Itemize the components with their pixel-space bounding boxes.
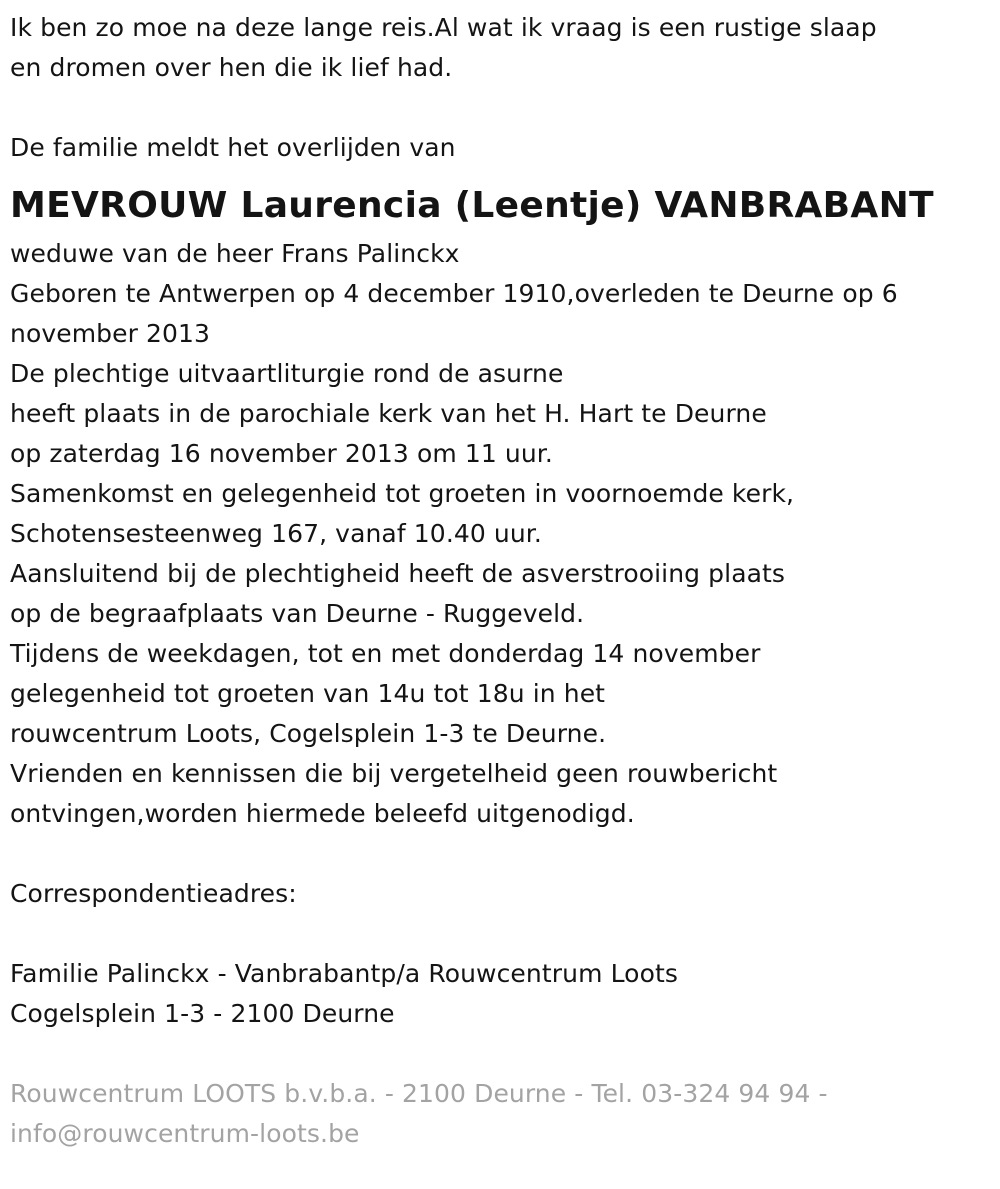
footer-email: info@rouwcentrum-loots.be	[10, 1119, 360, 1148]
footer	[10, 1074, 1000, 1154]
detail-line: op zaterdag 16 november 2013 om 11 uur.	[10, 439, 553, 468]
detail-line: november 2013	[10, 319, 211, 348]
intro-section	[10, 8, 1000, 168]
detail-line: op de begraafplaats van Deurne - Ruggeveld.	[10, 599, 585, 628]
detail-line: De plechtige uitvaartliturgie rond de asurne	[10, 359, 564, 388]
verse-line: Ik ben zo moe na deze lange reis.Al wat ik vraag is een rustige slaap	[10, 13, 877, 42]
detail-line: Tijdens de weekdagen, tot en met donderdag 14 november	[10, 639, 761, 668]
detail-line: Geboren te Antwerpen op 4 december 1910,overleden te Deurne op 6	[10, 279, 898, 308]
deceased-name: MEVROUW Laurencia (Leentje) VANBRABANT	[10, 185, 934, 226]
verse-line: en dromen over hen die ik lief had.	[10, 53, 453, 82]
detail-line: Vrienden en kennissen die bij vergetelheid geen rouwbericht	[10, 759, 778, 788]
correspondence-address: Familie Palinckx - Vanbrabantp/a Rouwcentrum Loots	[10, 959, 678, 988]
detail-line: ontvingen,worden hiermede beleefd uitgenodigd.	[10, 799, 635, 828]
spacer	[10, 834, 1000, 874]
announcement-text: De familie meldt het overlijden van	[10, 133, 456, 162]
details-section	[10, 234, 1000, 834]
detail-line: heeft plaats in de parochiale kerk van het H. Hart te Deurne	[10, 399, 767, 428]
spacer	[10, 88, 1000, 128]
detail-line: weduwe van de heer Frans Palinckx	[10, 239, 460, 268]
detail-line: Aansluitend bij de plechtigheid heeft de asverstrooiing plaats	[10, 559, 786, 588]
correspondence-label: Correspondentieadres:	[10, 879, 297, 908]
footer-contact: Rouwcentrum LOOTS b.v.b.a. - 2100 Deurne - Tel. 03-324 94 94 -	[10, 1079, 828, 1108]
detail-line: Schotensesteenweg 167, vanaf 10.40 uur.	[10, 519, 542, 548]
detail-line: gelegenheid tot groeten van 14u tot 18u in het	[10, 679, 606, 708]
correspondence-section	[10, 874, 1000, 1034]
detail-line: Samenkomst en gelegenheid tot groeten in voornoemde kerk,	[10, 479, 795, 508]
correspondence-address: Cogelsplein 1-3 - 2100 Deurne	[10, 999, 395, 1028]
detail-line: rouwcentrum Loots, Cogelsplein 1-3 te Deurne.	[10, 719, 607, 748]
spacer	[10, 914, 1000, 954]
